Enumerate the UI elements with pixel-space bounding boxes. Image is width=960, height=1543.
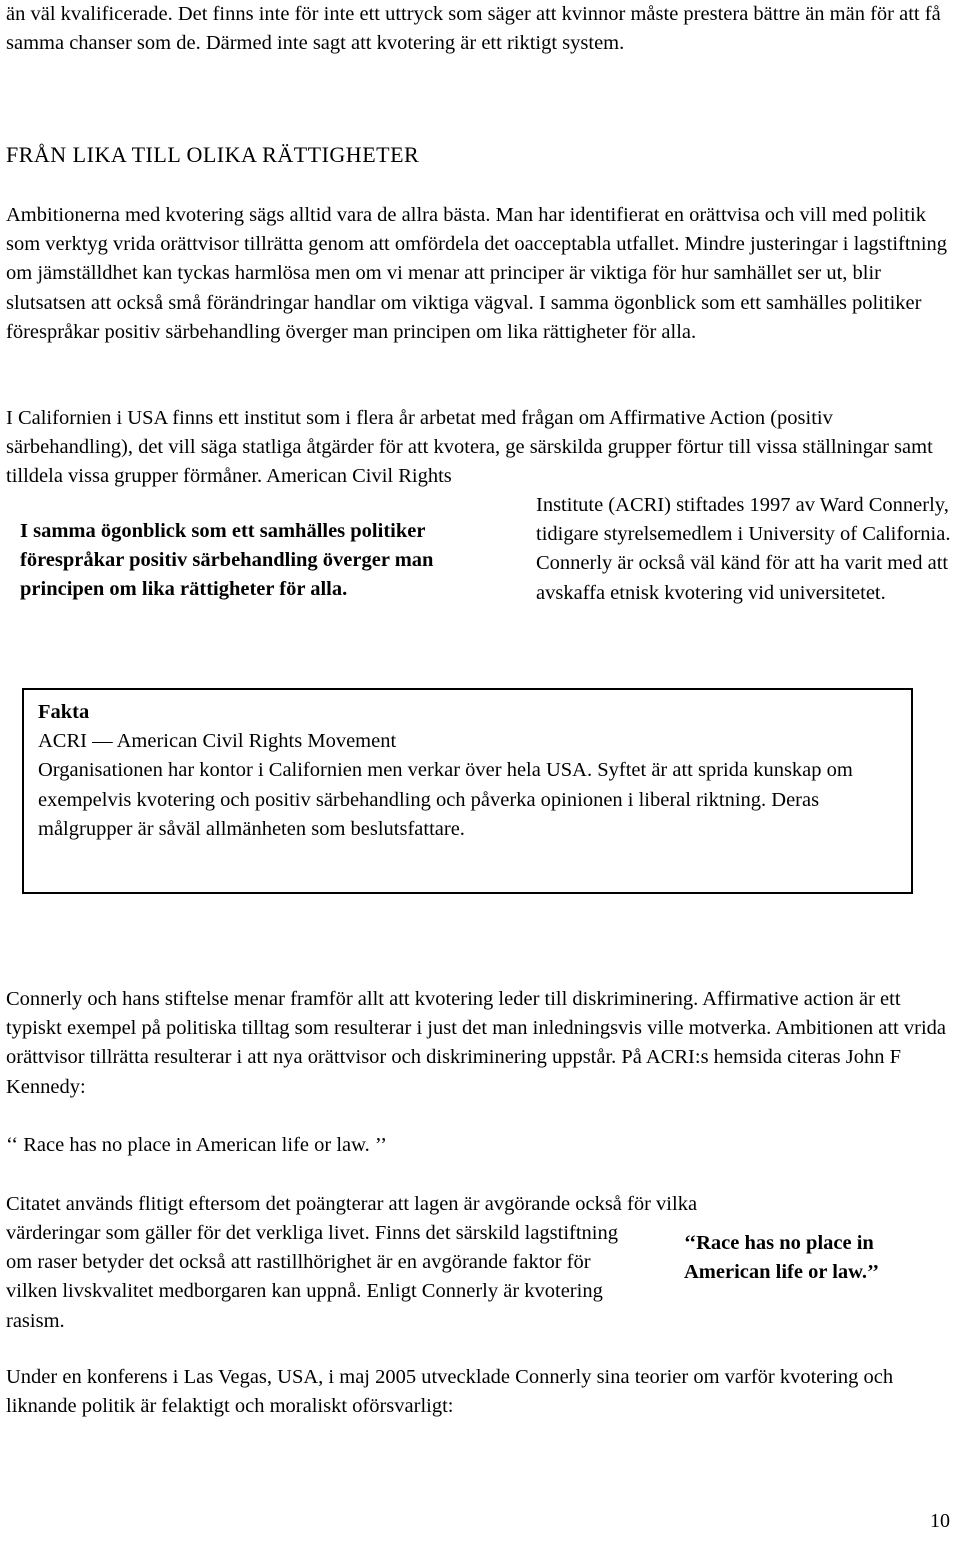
fact-box	[22, 688, 913, 894]
paragraph-california: I Californien i USA finns ett institut som i flera år arbetat med frågan om Affirmative Action (positiv särbehandling), det vill säga statliga åtgärder för att kvotera, ge särskilda grupper förtur till vissa ställningar samt tilldela vissa grupper förmåner. American Civil Rights	[6, 407, 933, 488]
fact-box-body: Organisationen har kontor i Californien men verkar över hela USA. Syftet är att sprida kunskap om exempelvis kvotering och positiv särbehandling och påverka opinionen i liberal riktning. Deras målgrupper är såväl allmänheten som beslutsfattare.	[38, 759, 853, 840]
page-number: 10	[930, 1510, 950, 1532]
section-heading: FRÅN LIKA TILL OLIKA RÄTTIGHETER	[6, 142, 420, 167]
paragraph-acri-side: Institute (ACRI) stiftades 1997 av Ward Connerly, tidigare styrelsemedlem i University of California. Connerly är också väl känd för att ha varit med att avskaffa etnisk kvotering vid universitetet.	[536, 494, 951, 604]
paragraph-las-vegas: Under en konferens i Las Vegas, USA, i maj 2005 utvecklade Connerly sina teorier om varför kvotering och liknande politik är felaktigt och moraliskt oförsvarligt:	[6, 1366, 894, 1418]
pull-quote-race: ‘‘Race has no place in American life or law.’’	[684, 1232, 880, 1284]
paragraph-connerly: Connerly och hans stiftelse menar framför allt att kvotering leder till diskriminering. Affirmative action är ett typiskt exempel på politiska tilltag som resulterar i just det man inledningsvis ville motverka. Ambitionen att vrida orättvisor tillrätta resulterar i att nya orättvisor och diskriminering uppstår. På ACRI:s hemsida citeras John F Kennedy:	[6, 988, 946, 1098]
paragraph-intro: än väl kvalificerade. Det finns inte för inte ett uttryck som säger att kvinnor måste prestera bättre än män för att få samma chanser som de. Därmed inte sagt att kvotering är ett riktigt system.	[6, 3, 941, 55]
paragraph-ambition: Ambitionerna med kvotering sägs alltid vara de allra bästa. Man har identifierat en orättvisa och vill med politik som verktyg vrida orättvisor tillrätta genom att omfördela det oacceptabla utfallet. Mindre justeringar i lagstiftning om jämställdhet kan tyckas harmlösa men om vi menar att principer är viktiga för hur samhället ser ut, blir slutsatsen att också små förändringar handlar om viktiga vägval. I samma ögonblick som ett samhälles politiker förespråkar positiv särbehandling överger man principen om lika rättigheter för alla.	[6, 204, 948, 343]
fact-box-subtitle: ACRI — American Civil Rights Movement	[38, 730, 397, 753]
paragraph-citatet-line1: Citatet används flitigt eftersom det poängterar att lagen är avgörande också för vilka	[6, 1193, 698, 1215]
kennedy-quote: ‘‘ Race has no place in American life or law. ’’	[6, 1134, 387, 1156]
fact-box-title: Fakta	[38, 701, 90, 723]
pull-quote-equal-rights: I samma ögonblick som ett samhälles politiker förespråkar positiv särbehandling överger man principen om lika rättigheter för alla.	[20, 520, 434, 601]
paragraph-citatet-rest: värderingar som gäller för det verkliga livet. Finns det särskild lagstiftning om raser betyder det också att rastillhörighet är en avgörande faktor för vilken livskvalitet medborgaren kan uppnå. Enligt Connerly är kvotering rasism.	[6, 1222, 619, 1332]
